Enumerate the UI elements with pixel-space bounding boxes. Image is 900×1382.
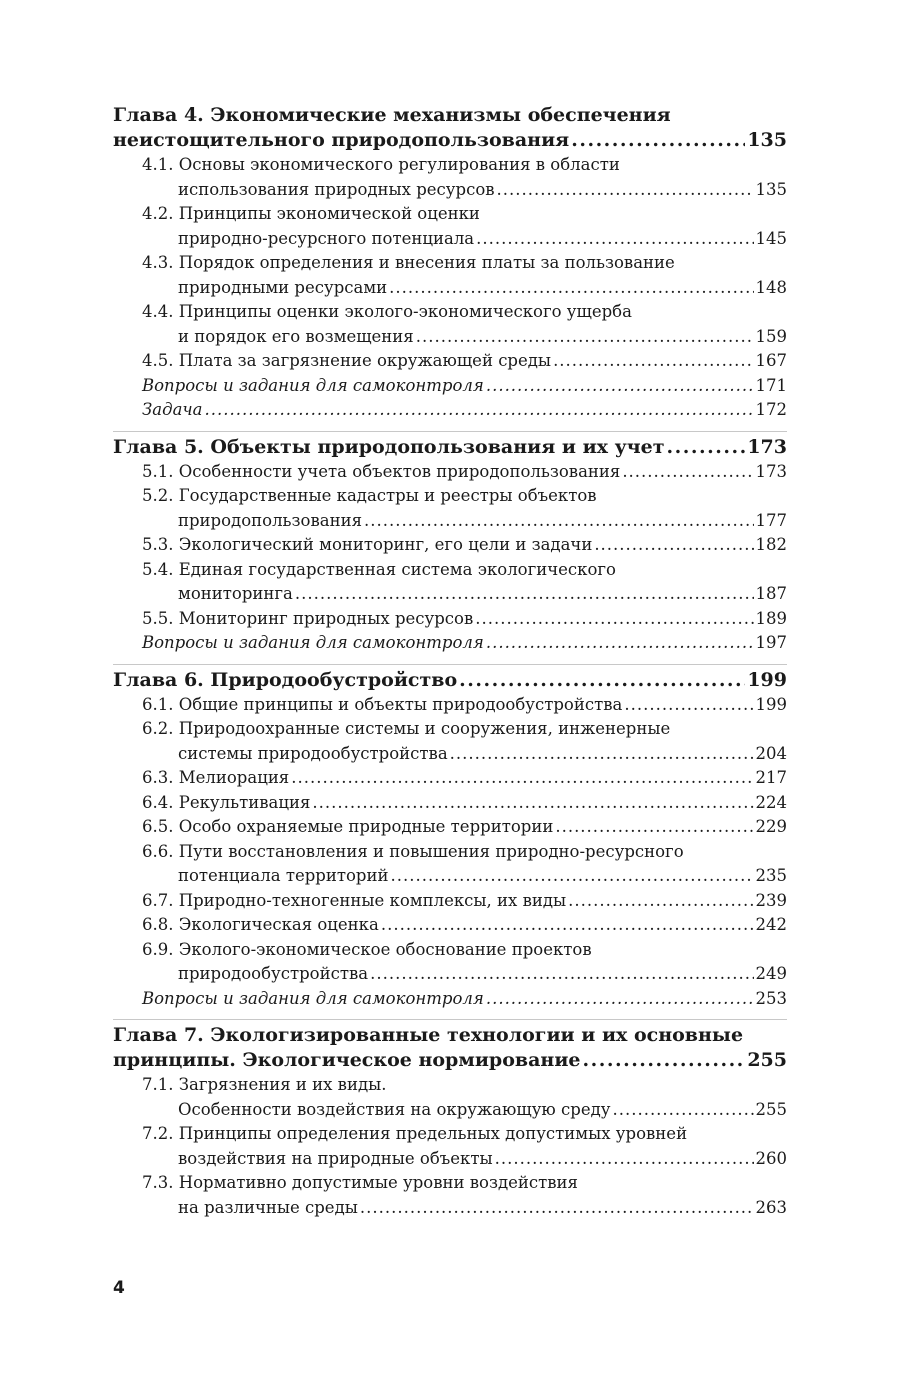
entry-text: использования природных ресурсов bbox=[178, 179, 495, 199]
dot-leader bbox=[450, 742, 754, 767]
page-ref: 199 bbox=[755, 694, 787, 714]
toc-entry[interactable] bbox=[142, 300, 787, 349]
dot-leader bbox=[390, 864, 753, 889]
page-ref: 253 bbox=[755, 988, 787, 1008]
entry-text: Вопросы и задания для самоконтроля bbox=[142, 375, 484, 395]
page-ref: 229 bbox=[755, 817, 787, 836]
toc-entry[interactable] bbox=[142, 251, 787, 300]
table-of-contents bbox=[113, 100, 787, 1220]
chapter-6-title[interactable] bbox=[113, 664, 787, 693]
dot-leader bbox=[571, 128, 745, 153]
page-ref: 235 bbox=[755, 866, 787, 885]
page-ref: 255 bbox=[747, 1049, 787, 1071]
dot-leader bbox=[486, 631, 754, 656]
toc-entry[interactable] bbox=[142, 558, 787, 607]
chapter-title-line: Глава 7. Экологизированные технологии и их основные bbox=[113, 1024, 744, 1046]
page-ref: 135 bbox=[755, 179, 787, 199]
toc-entry[interactable] bbox=[142, 1122, 787, 1171]
entry-text: 5.2. Государственные кадастры и реестры объектов bbox=[142, 486, 597, 505]
entry-text: природными ресурсами bbox=[178, 277, 388, 297]
toc-entry[interactable] bbox=[142, 153, 787, 202]
entry-text: 7.2. Принципы определения предельных допустимых уровней bbox=[142, 1124, 688, 1143]
dot-leader bbox=[612, 1098, 753, 1123]
page-ref: 199 bbox=[747, 668, 787, 691]
page-ref: 173 bbox=[747, 435, 787, 458]
page-ref: 171 bbox=[755, 375, 787, 395]
toc-entry-task[interactable] bbox=[142, 398, 787, 423]
chapter-title-line: Глава 6. Природообустройство bbox=[113, 668, 458, 691]
entry-text: 6.3. Мелиорация bbox=[142, 768, 290, 787]
page-ref: 263 bbox=[755, 1197, 787, 1217]
dot-leader bbox=[476, 227, 753, 252]
dot-leader bbox=[475, 607, 753, 632]
page-ref: 239 bbox=[755, 890, 787, 910]
dot-leader bbox=[553, 349, 753, 374]
entry-text: 4.5. Плата за загрязнение окружающей среды bbox=[142, 351, 552, 370]
toc-entry[interactable] bbox=[142, 1073, 787, 1122]
entry-text: 6.6. Пути восстановления и повышения природно-ресурсного bbox=[142, 841, 684, 861]
toc-entry[interactable] bbox=[142, 791, 787, 816]
entry-text: 5.5. Мониторинг природных ресурсов bbox=[142, 608, 474, 628]
entry-text: природно-ресурсного потенциала bbox=[178, 228, 475, 248]
chapter-5-title[interactable] bbox=[113, 431, 787, 460]
page-ref: 172 bbox=[755, 400, 787, 419]
toc-entry[interactable] bbox=[142, 766, 787, 791]
chapter-7-title[interactable] bbox=[113, 1019, 787, 1073]
entry-text: 6.7. Природно-техногенные комплексы, их виды bbox=[142, 890, 567, 910]
toc-entry-questions[interactable] bbox=[142, 987, 787, 1012]
chapter-title-line: Глава 5. Объекты природопользования и их учет bbox=[113, 435, 665, 458]
chapter-title-line: неистощительного природопользования bbox=[113, 129, 570, 151]
entry-text: 4.3. Порядок определения и внесения платы за пользование bbox=[142, 253, 675, 272]
page-ref: 224 bbox=[755, 792, 787, 812]
entry-text: Вопросы и задания для самоконтроля bbox=[142, 988, 484, 1008]
toc-entry[interactable] bbox=[142, 693, 787, 718]
entry-text: 6.4. Рекультивация bbox=[142, 792, 311, 812]
chapter-title-line: принципы. Экологическое нормирование bbox=[113, 1049, 581, 1071]
page-ref: 197 bbox=[755, 633, 787, 652]
entry-text: 4.2. Принципы экономической оценки bbox=[142, 204, 480, 223]
dot-leader bbox=[624, 693, 753, 718]
entry-text: природопользования bbox=[178, 510, 363, 530]
toc-entry[interactable] bbox=[142, 533, 787, 558]
toc-entry[interactable] bbox=[142, 607, 787, 632]
dot-leader bbox=[416, 325, 754, 350]
dot-leader bbox=[622, 460, 753, 485]
chapter-5 bbox=[113, 431, 787, 656]
toc-entry[interactable] bbox=[142, 889, 787, 914]
toc-entry[interactable] bbox=[142, 460, 787, 485]
entry-text: 5.1. Особенности учета объектов природопользования bbox=[142, 461, 621, 481]
entry-text: 6.5. Особо охраняемые природные территории bbox=[142, 817, 554, 836]
entry-text: 5.4. Единая государственная система экологического bbox=[142, 559, 616, 579]
entry-text: 7.3. Нормативно допустимые уровни воздействия bbox=[142, 1173, 578, 1192]
entry-text: потенциала территорий bbox=[178, 866, 389, 885]
dot-leader bbox=[497, 178, 754, 203]
entry-text: 6.2. Природоохранные системы и сооружения, инженерные bbox=[142, 719, 671, 738]
dot-leader bbox=[360, 1196, 754, 1221]
chapter-title-line: Глава 4. Экономические механизмы обеспечения bbox=[113, 104, 671, 126]
entry-text: 4.1. Основы экономического регулирования в области bbox=[142, 155, 620, 174]
dot-leader bbox=[594, 533, 753, 558]
dot-leader bbox=[486, 987, 754, 1012]
entry-text: 5.3. Экологический мониторинг, его цели и задачи bbox=[142, 535, 593, 554]
page-ref: 249 bbox=[755, 964, 787, 983]
page-ref: 182 bbox=[755, 535, 787, 554]
dot-leader bbox=[459, 668, 745, 693]
toc-entry[interactable] bbox=[142, 717, 787, 766]
entry-text: Особенности воздействия на окружающую среду bbox=[178, 1099, 611, 1119]
entry-text: воздействия на природные объекты bbox=[178, 1148, 493, 1168]
dot-leader bbox=[364, 509, 753, 534]
toc-entry[interactable] bbox=[142, 349, 787, 374]
page-ref: 145 bbox=[755, 228, 787, 248]
entry-text: Задача bbox=[142, 400, 203, 419]
chapter-4 bbox=[113, 100, 787, 423]
dot-leader bbox=[381, 913, 754, 938]
toc-entry-questions[interactable] bbox=[142, 374, 787, 399]
entry-text: 7.1. Загрязнения и их виды. bbox=[142, 1075, 387, 1094]
dot-leader bbox=[291, 766, 753, 791]
page-ref: 255 bbox=[755, 1099, 787, 1119]
page-ref: 217 bbox=[755, 768, 787, 787]
page-ref: 159 bbox=[755, 326, 787, 346]
page-ref: 177 bbox=[755, 510, 787, 530]
page-ref: 173 bbox=[755, 461, 787, 481]
toc-entry[interactable] bbox=[142, 913, 787, 938]
entry-text: Вопросы и задания для самоконтроля bbox=[142, 633, 484, 652]
entry-text: мониторинга bbox=[178, 584, 293, 603]
dot-leader bbox=[667, 435, 746, 460]
toc-entry[interactable] bbox=[142, 1171, 787, 1220]
page-ref: 167 bbox=[755, 351, 787, 370]
toc-entry[interactable] bbox=[142, 840, 787, 889]
page-ref: 242 bbox=[755, 915, 787, 934]
page-ref: 260 bbox=[755, 1148, 787, 1168]
toc-entry[interactable] bbox=[142, 484, 787, 533]
dot-leader bbox=[389, 276, 753, 301]
dot-leader bbox=[205, 398, 754, 423]
page-ref: 148 bbox=[755, 277, 787, 297]
toc-entry[interactable] bbox=[142, 815, 787, 840]
toc-entry[interactable] bbox=[142, 938, 787, 987]
entry-text: 6.1. Общие принципы и объекты природообустройства bbox=[142, 694, 623, 714]
page-ref: 135 bbox=[747, 129, 787, 151]
page-ref: 187 bbox=[755, 584, 787, 603]
page-ref: 204 bbox=[755, 743, 787, 763]
chapter-4-title[interactable] bbox=[113, 100, 787, 153]
entry-text: на различные среды bbox=[178, 1197, 358, 1217]
page-number: 4 bbox=[113, 1278, 125, 1298]
chapter-6 bbox=[113, 664, 787, 1012]
dot-leader bbox=[495, 1147, 754, 1172]
dot-leader bbox=[583, 1048, 746, 1073]
entry-text: природообустройства bbox=[178, 964, 369, 983]
dot-leader bbox=[486, 374, 754, 399]
page-ref: 189 bbox=[755, 608, 787, 628]
entry-text: системы природообустройства bbox=[178, 743, 448, 763]
dot-leader bbox=[312, 791, 753, 816]
toc-entry-questions[interactable] bbox=[142, 631, 787, 656]
dot-leader bbox=[568, 889, 753, 914]
entry-text: 6.9. Эколого-экономическое обоснование проектов bbox=[142, 939, 592, 959]
chapter-7 bbox=[113, 1019, 787, 1220]
entry-text: и порядок его возмещения bbox=[178, 326, 414, 346]
toc-entry[interactable] bbox=[142, 202, 787, 251]
entry-text: 6.8. Экологическая оценка bbox=[142, 915, 379, 934]
dot-leader bbox=[295, 582, 754, 607]
dot-leader bbox=[555, 815, 753, 840]
entry-text: 4.4. Принципы оценки эколого-экономического ущерба bbox=[142, 302, 632, 321]
dot-leader bbox=[370, 962, 753, 987]
